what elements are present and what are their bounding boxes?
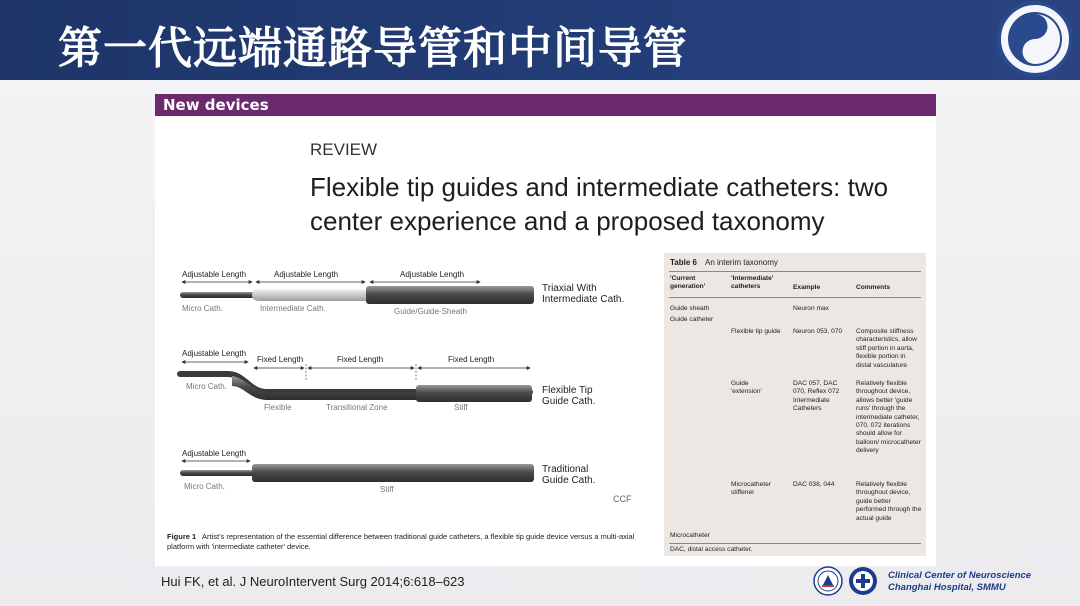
table-title [670,258,778,267]
segment-label: Micro Cath. [184,482,225,491]
table-rule [669,297,921,298]
caption-label: Figure 1 [167,532,197,541]
length-label: Fixed Length [257,355,304,364]
table-cell: Flexible tip guide [731,328,781,335]
slide-title: 第一代远端通路导管和中间导管 [58,23,688,74]
length-label: Adjustable Length [400,270,465,279]
center-name-line2: Changhai Hospital, SMMU [888,582,1006,593]
traditional-row [180,449,595,494]
table-header: Comments [856,284,891,291]
taxonomy-table [664,253,926,556]
table-cell: Guide sheath [670,305,710,312]
table-cell: Relatively flexible throughout device, allows better 'guide runs' through the intermediate catheter, 070, 072 iterations should allow for balloon/ microcatheter delivery [856,380,921,455]
segment-label: Guide/Guide-Sheath [394,307,467,316]
device-name: Intermediate Cath. [542,294,625,305]
figure-caption [167,532,647,552]
device-name: Flexible Tip [542,385,593,396]
table-header: 'Intermediate' catheters [731,275,774,291]
table-header: 'Current generation' [670,275,706,291]
table-footnote: DAC, distal access catheter. [670,546,753,553]
table-cell: DAC 038, 044 [793,481,835,488]
table-cell: Microcatheter [670,532,710,539]
table-rule [669,271,921,272]
center-name-line1: Clinical Center of Neuroscience [888,570,1032,581]
section-label: New devices [163,96,269,114]
catheter-figure [170,258,640,520]
segment-label: Flexible [264,403,292,412]
segment-label: Micro Cath. [182,304,223,313]
table-cell: DAC 057, DAC 070, Reflex 072 Intermediate Catheters [793,380,840,413]
section-band [155,94,936,116]
hospital-logo-icon [996,0,1074,78]
segment-label: Micro Cath. [186,382,227,391]
length-label: Adjustable Length [182,270,247,279]
device-name: Triaxial With [542,283,597,294]
segment-label: Transitional Zone [326,403,388,412]
table-cell: Guide catheter [670,316,714,323]
center-name [888,570,1031,594]
citation: Hui FK, et al. J NeuroIntervent Surg 2014;6:618–623 [161,574,465,589]
hospital-seal-icon [848,566,878,596]
figure-watermark: CCF [613,494,632,504]
length-label: Adjustable Length [274,270,339,279]
length-label: Fixed Length [337,355,384,364]
table-caption: An interim taxonomy [704,258,778,267]
triaxial-row [180,270,624,316]
device-name: Guide Cath. [542,475,596,486]
review-label: REVIEW [310,140,378,159]
caption-text: Artist's representation of the essential difference between traditional guide catheters, a flexible tip guide device versus a multi-axial platform with 'intermediate catheter' device. [167,532,635,551]
university-seal-icon [813,566,843,596]
table-cell: Microcatheter stiffener [731,481,771,497]
table-cell: Guide 'extension' [731,380,762,396]
table-cell: Neuron max [793,305,829,312]
segment-label: Intermediate Cath. [260,304,326,313]
length-label: Adjustable Length [182,449,247,458]
device-name: Traditional [542,464,589,475]
paper-title: Flexible tip guides and intermediate catheters: two center experience and a proposed taxonomy [310,172,889,236]
segment-label: Stiff [380,485,394,494]
table-cell: Neuron 053, 070 [793,328,843,335]
device-name: Guide Cath. [542,396,596,407]
table-cell: Relatively flexible throughout device, guide better performed through the actual guide [856,481,922,522]
table-header: Example [793,284,821,291]
table-cell: Composite stiffness characteristics, allow stiff portion in aorta, flexible portion in distal vasculature [856,328,917,369]
table-number: Table 6 [670,258,697,267]
title-bar [0,0,1080,80]
flexible-tip-row [180,349,595,412]
table-rule [669,543,921,544]
length-label: Adjustable Length [182,349,247,358]
length-label: Fixed Length [448,355,495,364]
segment-label: Stiff [454,403,468,412]
